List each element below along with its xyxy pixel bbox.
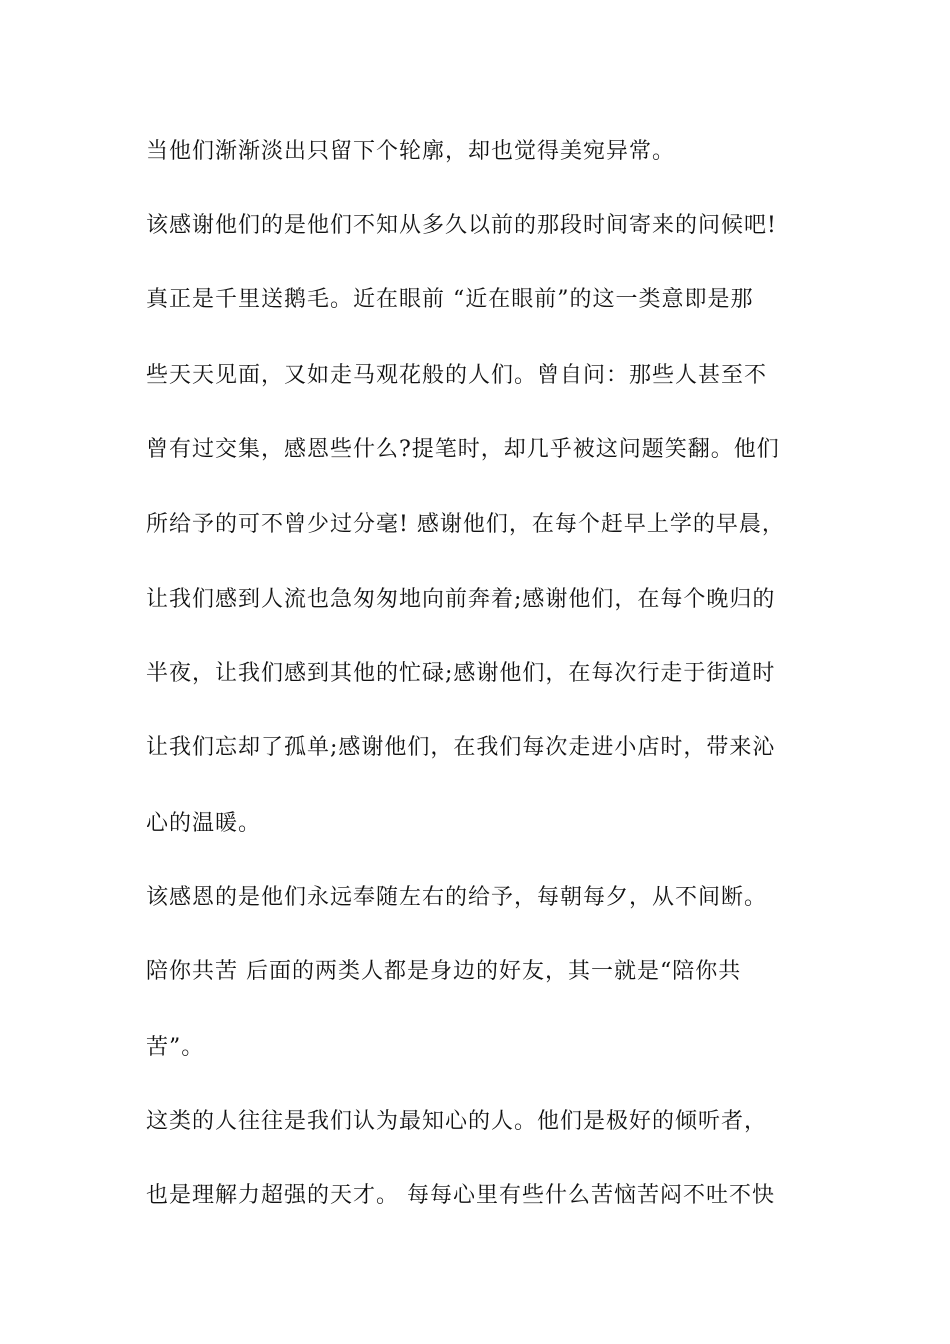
text-line: 些天天见面，又如走马观花般的人们。曾自问：那些人甚至不 bbox=[146, 363, 768, 388]
text-line: 曾有过交集，感恩些什么?提笔时，却几乎被这问题笑翻。他们 bbox=[146, 437, 780, 462]
text-line: 也是理解力超强的天才。 每每心里有些什么苦恼苦闷不吐不快 bbox=[146, 1183, 775, 1208]
text-line: 陪你共苦 后面的两类人都是身边的好友，其一就是“陪你共 bbox=[146, 959, 742, 984]
text-line: 该感恩的是他们永远奉随左右的给予，每朝每夕，从不间断。 bbox=[146, 885, 768, 910]
text-line: 这类的人往往是我们认为最知心的人。他们是极好的倾听者， bbox=[146, 1109, 768, 1134]
text-line: 所给予的可不曾少过分毫! 感谢他们，在每个赶早上学的早晨， bbox=[146, 512, 785, 537]
text-line: 该感谢他们的是他们不知从多久以前的那段时间寄来的问候吧! bbox=[146, 213, 777, 238]
text-line: 半夜，让我们感到其他的忙碌;感谢他们，在每次行走于街道时 bbox=[146, 661, 776, 686]
text-line: 当他们渐渐淡出只留下个轮廓，却也觉得美宛异常。 bbox=[146, 139, 676, 164]
text-line: 让我们忘却了孤单;感谢他们，在我们每次走进小店时，带来沁 bbox=[146, 735, 776, 760]
text-line: 苦”。 bbox=[146, 1035, 205, 1060]
text-line: 真正是千里送鹅毛。近在眼前 “近在眼前”的这一类意即是那 bbox=[146, 287, 754, 312]
text-line: 让我们感到人流也急匆匆地向前奔着;感谢他们，在每个晚归的 bbox=[146, 587, 776, 612]
text-line: 心的温暖。 bbox=[146, 811, 262, 836]
